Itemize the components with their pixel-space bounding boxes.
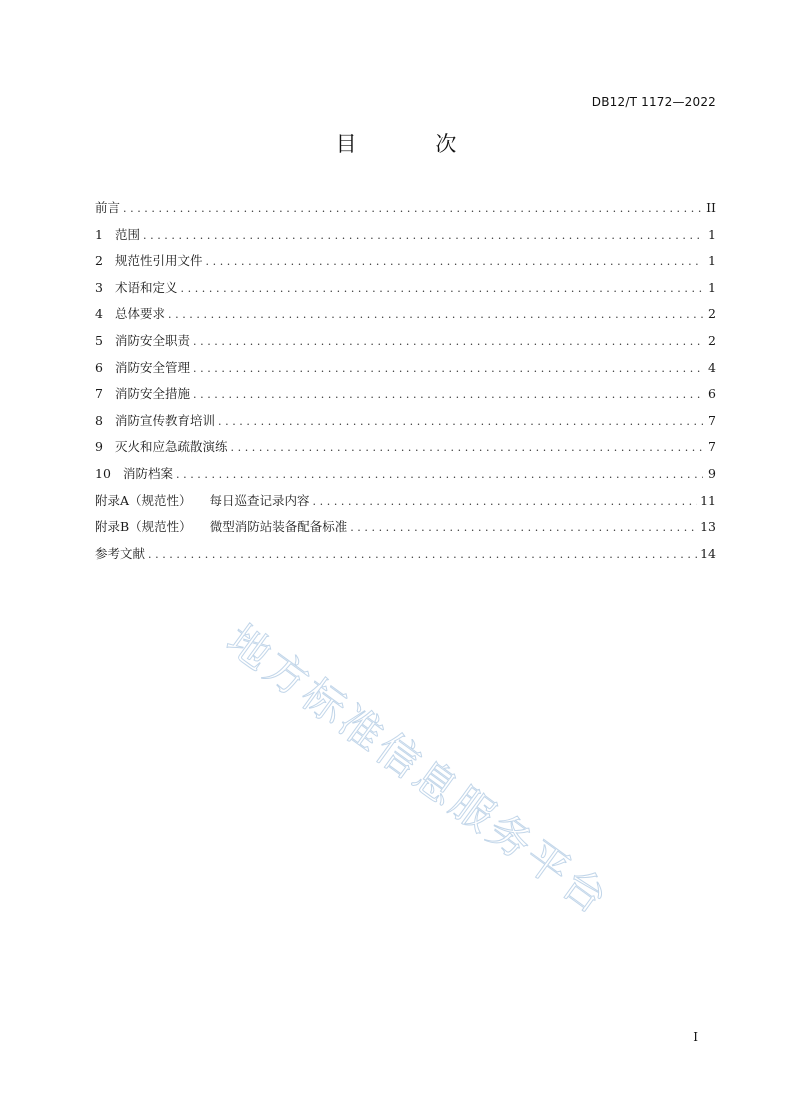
toc-entry-label: 参考文献 <box>95 545 146 561</box>
toc-entry-label: 每日巡查记录内容 <box>209 492 310 508</box>
toc-entry-fire-safety-management[interactable] <box>95 358 716 385</box>
toc-entry-label: 消防安全职责 <box>115 332 191 348</box>
watermark: 地方标准信息服务平台 <box>218 615 620 926</box>
toc-entry-label: 消防档案 <box>123 465 174 481</box>
toc-entry-page: 7 <box>708 412 716 428</box>
table-of-contents <box>95 198 716 570</box>
toc-entry-page: 1 <box>708 279 716 295</box>
toc-entry-general-requirements[interactable] <box>95 304 716 331</box>
toc-entry-label: 前言 <box>95 200 121 215</box>
toc-entry-page: 11 <box>700 492 716 508</box>
toc-title: 目 次 <box>335 132 493 156</box>
toc-leader <box>218 415 703 428</box>
toc-entry-page: 9 <box>708 465 716 481</box>
toc-entry-number: 3 <box>95 279 103 295</box>
standard-code: DB12/T 1172—2022 <box>591 95 716 109</box>
toc-entry-number: 附录B（规范性） <box>95 519 192 535</box>
toc-entry-page: 6 <box>708 386 716 402</box>
toc-entry-evacuation-drill[interactable] <box>95 437 716 464</box>
toc-entry-number: 2 <box>95 253 103 269</box>
toc-entry-normative-references[interactable] <box>95 251 716 278</box>
toc-leader <box>143 229 703 242</box>
toc-entry-scope[interactable] <box>95 225 716 252</box>
toc-entry-number: 1 <box>95 226 103 242</box>
toc-entry-label: 总体要求 <box>115 306 166 322</box>
toc-leader <box>123 202 703 215</box>
toc-entry-number: 附录A（规范性） <box>95 492 192 508</box>
page-number: I <box>693 1030 698 1044</box>
toc-entry-foreword[interactable] <box>95 198 716 225</box>
toc-leader <box>350 521 697 534</box>
toc-entry-page: 13 <box>700 519 716 535</box>
toc-entry-label: 微型消防站装备配备标准 <box>209 519 348 535</box>
toc-entry-label: 灭火和应急疏散演练 <box>115 439 228 455</box>
toc-entry-label: 消防宣传教育培训 <box>115 412 216 428</box>
toc-entry-page: 7 <box>708 439 716 455</box>
toc-leader <box>206 255 703 268</box>
toc-leader <box>313 495 698 508</box>
toc-entry-page: II <box>706 200 716 215</box>
toc-leader <box>193 362 703 375</box>
toc-entry-page: 2 <box>708 306 716 322</box>
toc-entry-fire-archives[interactable] <box>95 464 716 491</box>
toc-entry-label: 消防安全措施 <box>115 386 191 402</box>
toc-entry-page: 1 <box>708 253 716 269</box>
toc-entry-label: 规范性引用文件 <box>115 253 203 269</box>
toc-leader <box>168 308 703 321</box>
toc-leader <box>193 388 703 401</box>
toc-leader <box>193 335 703 348</box>
toc-leader <box>176 468 703 481</box>
toc-entry-number: 4 <box>95 306 103 322</box>
toc-entry-number: 6 <box>95 359 103 375</box>
toc-entry-label: 范围 <box>115 226 141 242</box>
toc-entry-number: 7 <box>95 386 103 402</box>
toc-entry-number: 8 <box>95 412 103 428</box>
toc-entry-bibliography[interactable] <box>95 544 716 571</box>
toc-entry-fire-education-training[interactable] <box>95 411 716 438</box>
toc-entry-page: 4 <box>708 359 716 375</box>
toc-entry-page: 1 <box>708 226 716 242</box>
toc-entry-label: 消防安全管理 <box>115 359 191 375</box>
toc-entry-appendix-b[interactable] <box>95 517 716 544</box>
toc-entry-fire-safety-measures[interactable] <box>95 384 716 411</box>
toc-leader <box>148 548 697 561</box>
toc-entry-number: 5 <box>95 332 103 348</box>
toc-entry-number: 9 <box>95 439 103 455</box>
toc-entry-label: 术语和定义 <box>115 279 178 295</box>
toc-entry-appendix-a[interactable] <box>95 491 716 518</box>
toc-entry-fire-safety-duties[interactable] <box>95 331 716 358</box>
toc-entry-number: 10 <box>95 465 111 481</box>
toc-entry-page: 14 <box>700 545 716 561</box>
toc-entry-page: 2 <box>708 332 716 348</box>
toc-leader <box>231 441 703 454</box>
toc-entry-terms[interactable] <box>95 278 716 305</box>
toc-leader <box>181 282 703 295</box>
